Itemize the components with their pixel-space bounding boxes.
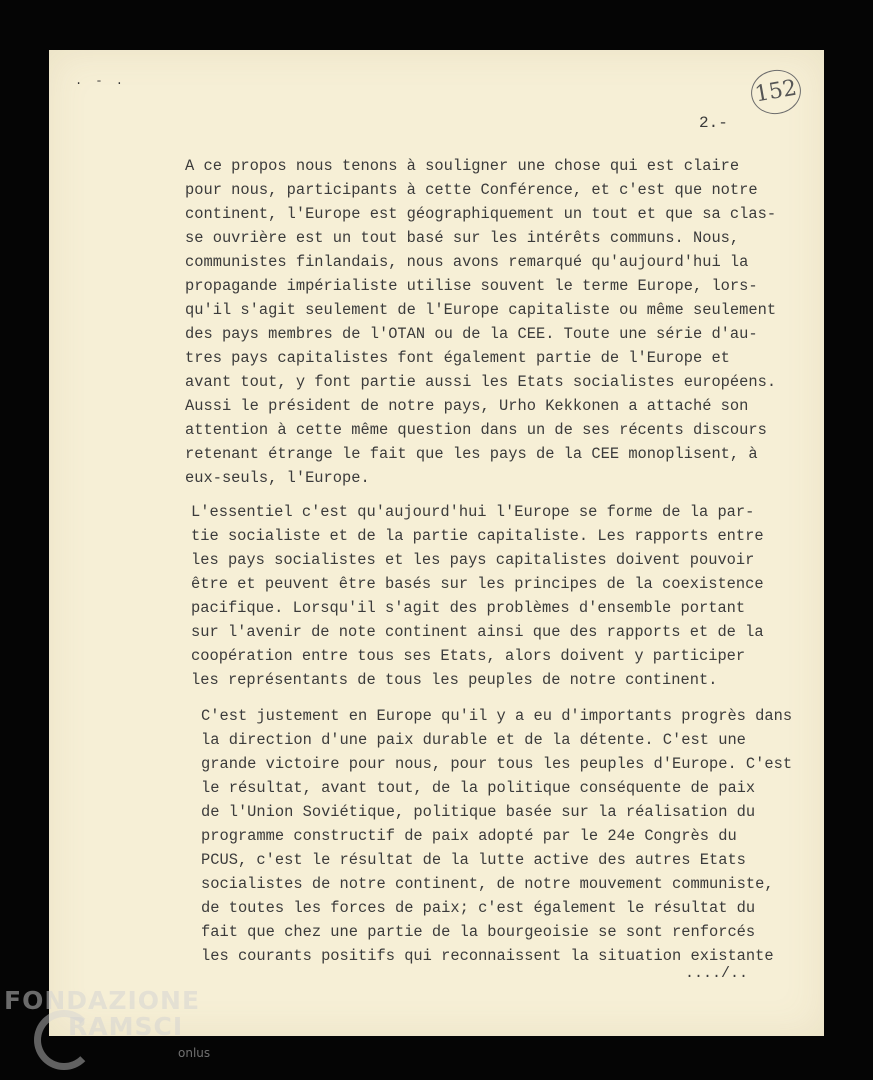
text-line: C'est justement en Europe qu'il y a eu d'importants progrès dans [201, 707, 793, 725]
text-line: la direction d'une paix durable et de la détente. C'est une [201, 731, 746, 749]
text-line: continent, l'Europe est géographiquement un tout et que sa clas- [185, 205, 777, 223]
text-line: communistes finlandais, nous avons remarqué qu'aujourd'hui la [185, 253, 749, 271]
text-line: propagande impérialiste utilise souvent le terme Europe, lors- [185, 277, 758, 295]
text-line: de l'Union Soviétique, politique basée sur la réalisation du [201, 803, 756, 821]
text-line: Aussi le président de notre pays, Urho Kekkonen a attaché son [185, 397, 749, 415]
folio-stamp: 152 [748, 66, 805, 118]
text-line: le résultat, avant tout, de la politique conséquente de paix [201, 779, 756, 797]
document-page [49, 50, 824, 1036]
text-line: tie socialiste et de la partie capitaliste. Les rapports entre [191, 527, 764, 545]
text-line: se ouvrière est un tout basé sur les intérêts communs. Nous, [185, 229, 740, 247]
text-line: pour nous, participants à cette Conférence, et c'est que notre [185, 181, 758, 199]
text-line: des pays membres de l'OTAN ou de la CEE. Toute une série d'au- [185, 325, 758, 343]
watermark-line-1: FONDAZIONE [4, 986, 201, 1015]
text-line: coopération entre tous ses Etats, alors doivent y participer [191, 647, 746, 665]
text-line: sur l'avenir de note continent ainsi que des rapports et de la [191, 623, 764, 641]
text-line: PCUS, c'est le résultat de la lutte active des autres Etats [201, 851, 746, 869]
page-number: 2.- [699, 114, 728, 132]
text-line: être et peuvent être basés sur les principes de la coexistence [191, 575, 764, 593]
continuation-mark: ..../.. [685, 965, 749, 982]
text-line: de toutes les forces de paix; c'est également le résultat du [201, 899, 756, 917]
text-line: tres pays capitalistes font également partie de l'Europe et [185, 349, 730, 367]
text-line: programme constructif de paix adopté par le 24e Congrès du [201, 827, 737, 845]
text-line: attention à cette même question dans un de ses récents discours [185, 421, 767, 439]
text-line: les pays socialistes et les pays capitalistes doivent pouvoir [191, 551, 755, 569]
text-line: les courants positifs qui reconnaissent la situation existante [201, 947, 774, 965]
text-line: fait que chez une partie de la bourgeoisie se sont renforcés [201, 923, 756, 941]
text-line: L'essentiel c'est qu'aujourd'hui l'Europe se forme de la par- [191, 503, 755, 521]
text-line: qu'il s'agit seulement de l'Europe capitaliste ou même seulement [185, 301, 777, 319]
text-line: les représentants de tous les peuples de notre continent. [191, 671, 718, 689]
corner-mark: . - . [75, 74, 127, 88]
text-line: retenant étrange le fait que les pays de la CEE monoplisent, à [185, 445, 758, 463]
text-line: pacifique. Lorsqu'il s'agit des problèmes d'ensemble portant [191, 599, 746, 617]
watermark-suffix: onlus [178, 1046, 211, 1060]
text-line: A ce propos nous tenons à souligner une chose qui est claire [185, 157, 740, 175]
watermark-line-2: RAMSCI [68, 1012, 184, 1041]
text-line: avant tout, y font partie aussi les Etats socialistes européens. [185, 373, 777, 391]
text-line: eux-seuls, l'Europe. [185, 469, 370, 487]
text-line: socialistes de notre continent, de notre mouvement communiste, [201, 875, 774, 893]
text-line: grande victoire pour nous, pour tous les peuples d'Europe. C'est [201, 755, 793, 773]
